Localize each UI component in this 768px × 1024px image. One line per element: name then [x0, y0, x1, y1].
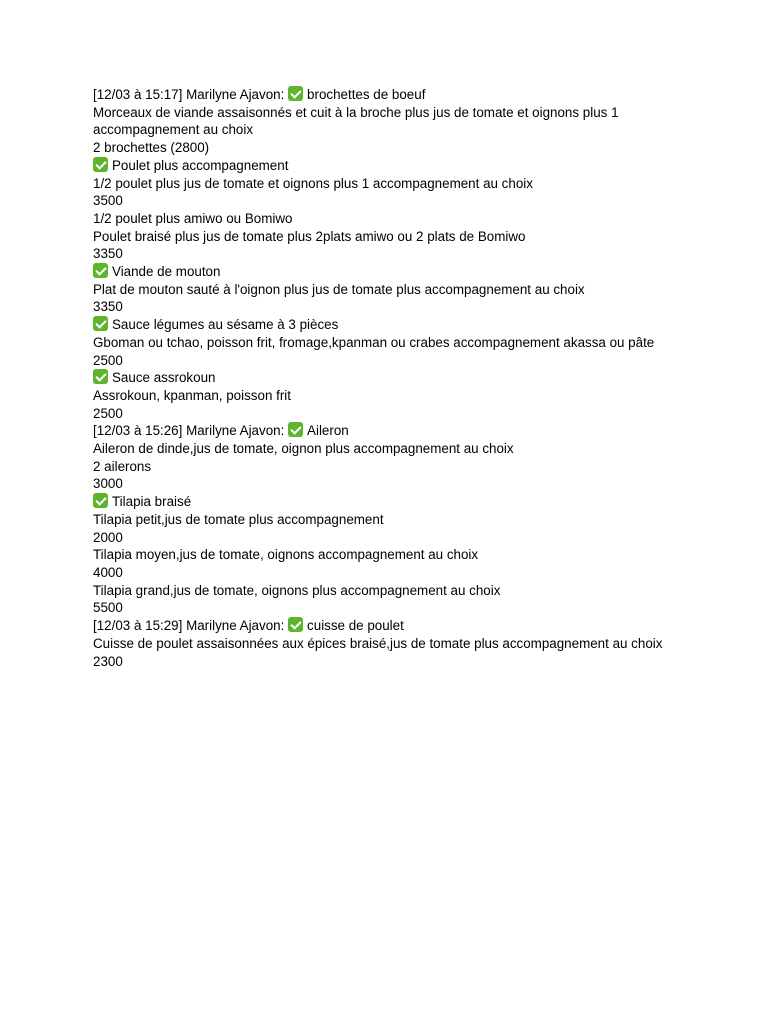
dish-title: Sauce assrokoun — [112, 370, 216, 386]
text-line: Cuisse de poulet assaisonnées aux épices braisé,jus de tomate plus accompagnement au choix — [93, 635, 663, 651]
text-line: Tilapia grand,jus de tomate, oignons plus accompagnement au choix — [93, 582, 501, 598]
dish-heading — [93, 157, 673, 175]
dish-title: Sauce légumes au sésame à 3 pièces — [112, 317, 339, 333]
message-prefix: [12/03 à 15:17] Marilyne Ajavon: — [93, 87, 289, 102]
text-line: Plat de mouton sauté à l'oignon plus jus de tomate plus accompagnement au choix — [93, 281, 585, 297]
check-mark-icon — [93, 157, 108, 172]
text-line: 2500 — [93, 405, 123, 421]
message-prefix: [12/03 à 15:29] Marilyne Ajavon: — [93, 618, 289, 634]
check-mark-icon — [93, 316, 108, 331]
text-line: Aileron de dinde,jus de tomate, oignon plus accompagnement au choix — [93, 441, 514, 457]
text-line: 2000 — [93, 529, 123, 545]
text-line: 2300 — [93, 653, 123, 669]
text-line: 3000 — [93, 476, 123, 492]
check-mark-icon — [93, 493, 108, 508]
text-line: Tilapia petit,jus de tomate plus accompagnement — [93, 511, 384, 527]
text-line: 2 ailerons — [93, 458, 152, 474]
text-line: Tilapia moyen,jus de tomate, oignons accompagnement au choix — [93, 547, 479, 563]
text-line: Poulet braisé plus jus de tomate plus 2plats amiwo ou 2 plats de Bomiwo — [93, 228, 526, 244]
message-prefix: [12/03 à 15:26] Marilyne Ajavon: — [93, 423, 289, 439]
text-line: 5500 — [93, 600, 123, 616]
dish-title: brochettes de boeuf — [307, 87, 426, 102]
text-line: Assrokoun, kpanman, poisson frit — [93, 387, 291, 403]
text-line: 4000 — [93, 564, 123, 580]
check-mark-icon — [288, 86, 303, 101]
chat-message-header — [93, 86, 673, 104]
dish-heading — [93, 493, 673, 511]
document-body — [93, 86, 673, 670]
check-mark-icon — [288, 617, 303, 632]
dish-title: Viande de mouton — [112, 264, 221, 280]
text-line: Gboman ou tchao, poisson frit, fromage,kpanman ou crabes accompagnement akassa ou pâte — [93, 334, 655, 350]
text-line: 3350 — [93, 246, 123, 262]
text-line: 2 brochettes (2800) — [93, 140, 210, 156]
dish-heading — [93, 369, 673, 387]
dish-heading — [93, 316, 673, 334]
chat-message-header — [93, 617, 673, 635]
text-line: 1/2 poulet plus amiwo ou Bomiwo — [93, 210, 293, 226]
dish-title: Poulet plus accompagnement — [112, 157, 289, 173]
chat-message-header — [93, 422, 673, 440]
text-line: 1/2 poulet plus jus de tomate et oignons plus 1 accompagnement au choix — [93, 175, 533, 191]
check-mark-icon — [288, 422, 303, 437]
check-mark-icon — [93, 369, 108, 384]
text-line: 3350 — [93, 299, 123, 315]
text-line: Morceaux de viande assaisonnés et cuit à la broche plus jus de tomate et oignons plus 1 accompagnement au choix — [93, 104, 619, 138]
text-line: 2500 — [93, 352, 123, 368]
text-line: 3500 — [93, 193, 123, 209]
dish-title: Aileron — [307, 423, 349, 439]
dish-title: Tilapia braisé — [112, 494, 192, 510]
dish-title: cuisse de poulet — [307, 618, 404, 634]
check-mark-icon — [93, 263, 108, 278]
dish-heading — [93, 263, 673, 281]
